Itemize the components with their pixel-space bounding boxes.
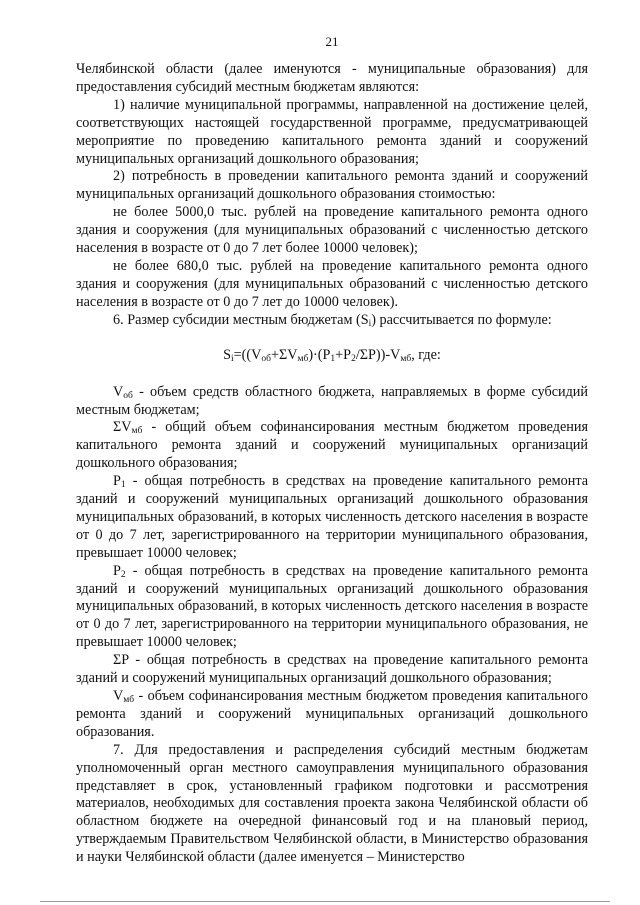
definition-symbol: P — [113, 562, 121, 579]
condition-1: 1) наличие муниципальной программы, направленной на достижение целей, соответствующих настоящей государственной программе, предусматривающей мероприятие по проведению капитального ремонта зданий и сооружений муниципальных организаций дошкольного образования; — [76, 96, 588, 167]
definition-sum-v-mb — [76, 419, 588, 473]
item-6-subscript: i — [368, 318, 372, 329]
definition-text: - общий объем софинансирования местным бюджетом проведения капитального ремонта зданий и сооружений муниципальных организаций дошкольного образования; — [76, 419, 588, 472]
definition-text: - объем софинансирования местным бюджетом проведения капитального ремонта зданий и сооружений муниципальных организаций дошкольного образования. — [76, 688, 588, 740]
intro-paragraph: Челябинской области (далее именуются - муниципальные образования) для предоставления субсидий местным бюджетам являются: — [76, 61, 588, 95]
formula-sub: мб — [400, 353, 412, 364]
definition-text: - объем средств областного бюджета, направляемых в форме субсидий местным бюджетам; — [76, 383, 588, 418]
formula-part: +P — [335, 346, 352, 363]
formula-sub: 2 — [351, 353, 356, 364]
definition-symbol: ΣP — [113, 652, 129, 669]
definition-p2 — [76, 563, 588, 653]
formula-part: , где: — [411, 346, 441, 363]
formula-sub: об — [261, 353, 271, 364]
definition-symbol-sub: об — [123, 390, 133, 401]
definition-symbol-sub: мб — [131, 426, 143, 437]
scan-edge-line — [40, 901, 610, 902]
condition-2: 2) потребность в проведении капитального ремонта зданий и сооружений муниципальных организаций дошкольного образования стоимостью: — [76, 168, 588, 203]
item-6-text-before: 6. Размер субсидии местным бюджетам (S — [113, 311, 369, 328]
formula-part: =((V — [233, 346, 262, 363]
page-number: 21 — [325, 34, 339, 49]
formula-part: )·(P — [308, 346, 331, 363]
definition-symbol-sub: 2 — [120, 569, 126, 580]
formula-sub: 1 — [330, 353, 336, 364]
item-6-text-after: ) рассчитывается по формуле: — [371, 311, 552, 328]
formula-part: S — [223, 346, 232, 363]
definition-text: - общая потребность в средствах на проведение капитального ремонта зданий и сооружений муниципальных организаций дошкольного образования муниципальных образований, в которых численность детского населения в возрасте от 0 до 7 лет, зарегистрированного на территории муниципального образования, не превышает 10000 человек; — [76, 562, 588, 651]
definition-symbol-sub: мб — [123, 695, 135, 705]
definition-v-mb — [76, 688, 588, 742]
cost-limit-large: не более 5000,0 тыс. рублей на проведение капитального ремонта одного здания и сооружения (для муниципальных образований с численностью детского населения в возрасте от 0 до 7 лет более 10000 человек); — [76, 204, 588, 257]
definition-symbol: V — [113, 383, 124, 400]
formula-sub: мб — [297, 353, 309, 364]
body-text — [76, 61, 588, 867]
cost-limit-small: не более 680,0 тыс. рублей на проведение капитального ремонта одного здания и сооружения (для муниципальных образований с численностью детского населения в возрасте от 0 до 7 лет до 10000 человек). — [76, 257, 588, 310]
formula-sub: i — [231, 353, 234, 364]
definition-symbol-sub: 1 — [120, 480, 126, 491]
definition-symbol: P — [113, 473, 121, 490]
formula-part: /ΣP))-V — [355, 346, 401, 363]
definition-text: - общая потребность в средствах на проведение капитального ремонта зданий и сооружений муниципальных организаций дошкольного образования муниципальных образований, в которых численность детского населения в возрасте от 0 до 7 лет, зарегистрированного на территории муниципального образования, превышает 10000 человек; — [76, 473, 588, 561]
subsidy-formula — [76, 346, 588, 364]
definition-v-ob — [76, 384, 588, 420]
definition-sum-p — [76, 652, 588, 688]
formula-part: +ΣV — [270, 346, 298, 363]
item-7-paragraph: 7. Для предоставления и распределения субсидий местным бюджетам уполномоченный орган местного самоуправления муниципального образования представляет в срок, установленный графиком подготовки и рассмотрения материалов, необходимых для составления проекта закона Челябинской области об областном бюджете на очередной финансовый год и на плановый период, утверждаемым Правительством Челябинской области, в Министерство образования и науки Челябинской области (далее именуется – Министерство — [76, 741, 588, 866]
item-6-paragraph — [76, 312, 588, 330]
definition-symbol: V — [113, 688, 124, 704]
definition-symbol: ΣV — [113, 419, 132, 436]
definition-p1 — [76, 473, 588, 563]
definition-text: - общая потребность в средствах на проведение капитального ремонта зданий и сооружений муниципальных организаций дошкольного образования; — [76, 652, 588, 687]
